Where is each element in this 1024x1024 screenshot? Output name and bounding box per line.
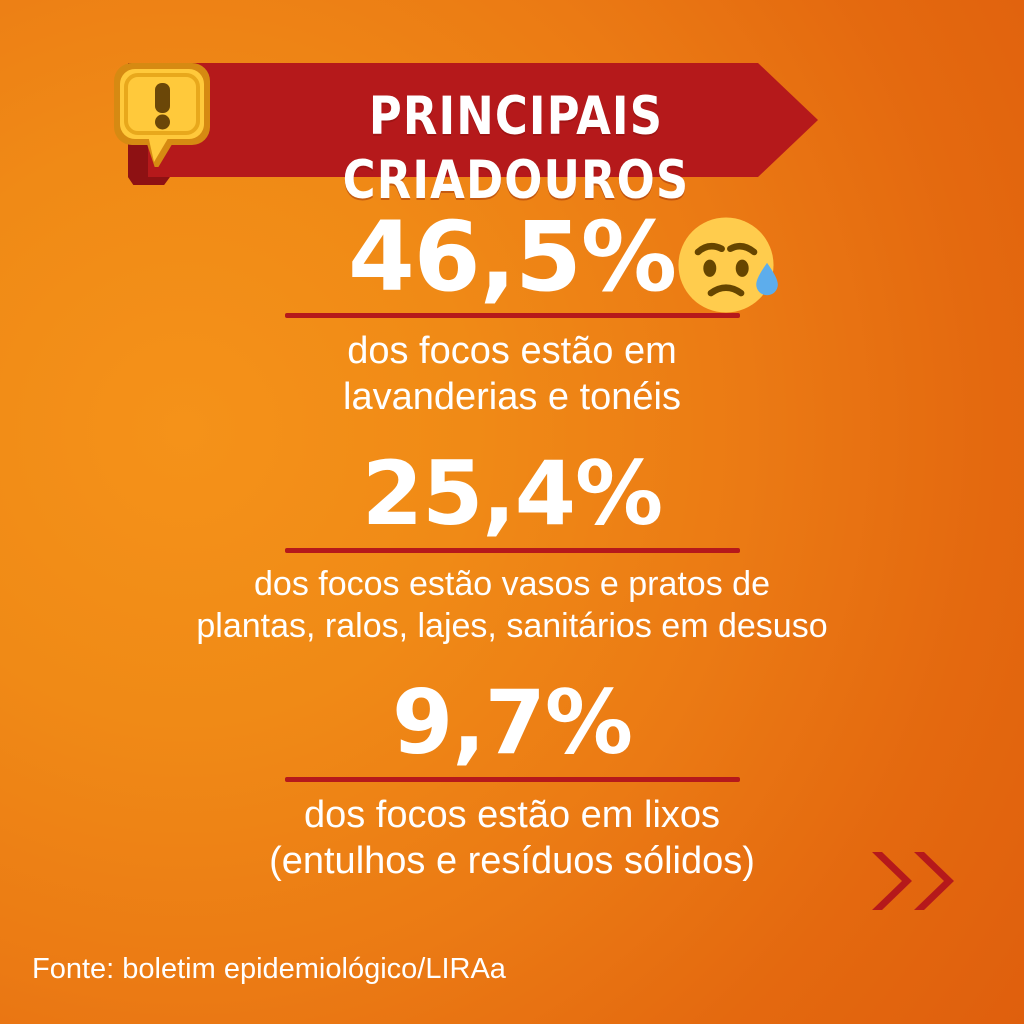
stat-description-1-line2: lavanderias e tonéis <box>343 376 681 418</box>
stat-description-2-line2: plantas, ralos, lajes, sanitários em desuso <box>196 607 828 645</box>
spacer <box>0 653 1024 673</box>
crying-face-emoji <box>672 211 780 319</box>
stat-item-2 <box>0 444 1024 647</box>
stat-value-3: 9,7% <box>391 671 633 774</box>
exclamation-alert-icon <box>106 49 224 167</box>
stat-description-1-line1: dos focos estão em <box>347 330 677 372</box>
stat-description-2-line1: dos focos estão vasos e pratos de <box>254 565 770 603</box>
stat-value-2: 25,4% <box>361 442 663 545</box>
stat-value-1 <box>347 201 677 313</box>
stat-item-1 <box>0 201 1024 420</box>
stat-description-3-line1: dos focos estão em lixos <box>303 794 721 836</box>
source-note: Fonte: boletim epidemiológico/LIRAa <box>32 953 506 985</box>
stat-divider-3 <box>285 777 740 782</box>
stat-value-1-text: 46,5% <box>347 201 677 313</box>
stat-description-3-line2: (entulhos e resíduos sólidos) <box>269 840 755 882</box>
stat-divider-2 <box>285 548 740 553</box>
header-banner <box>118 55 818 211</box>
stats-list <box>0 201 1024 890</box>
double-chevron-right-icon <box>866 846 976 916</box>
page-title: PRINCIPAIS CRIADOUROS <box>342 86 690 211</box>
